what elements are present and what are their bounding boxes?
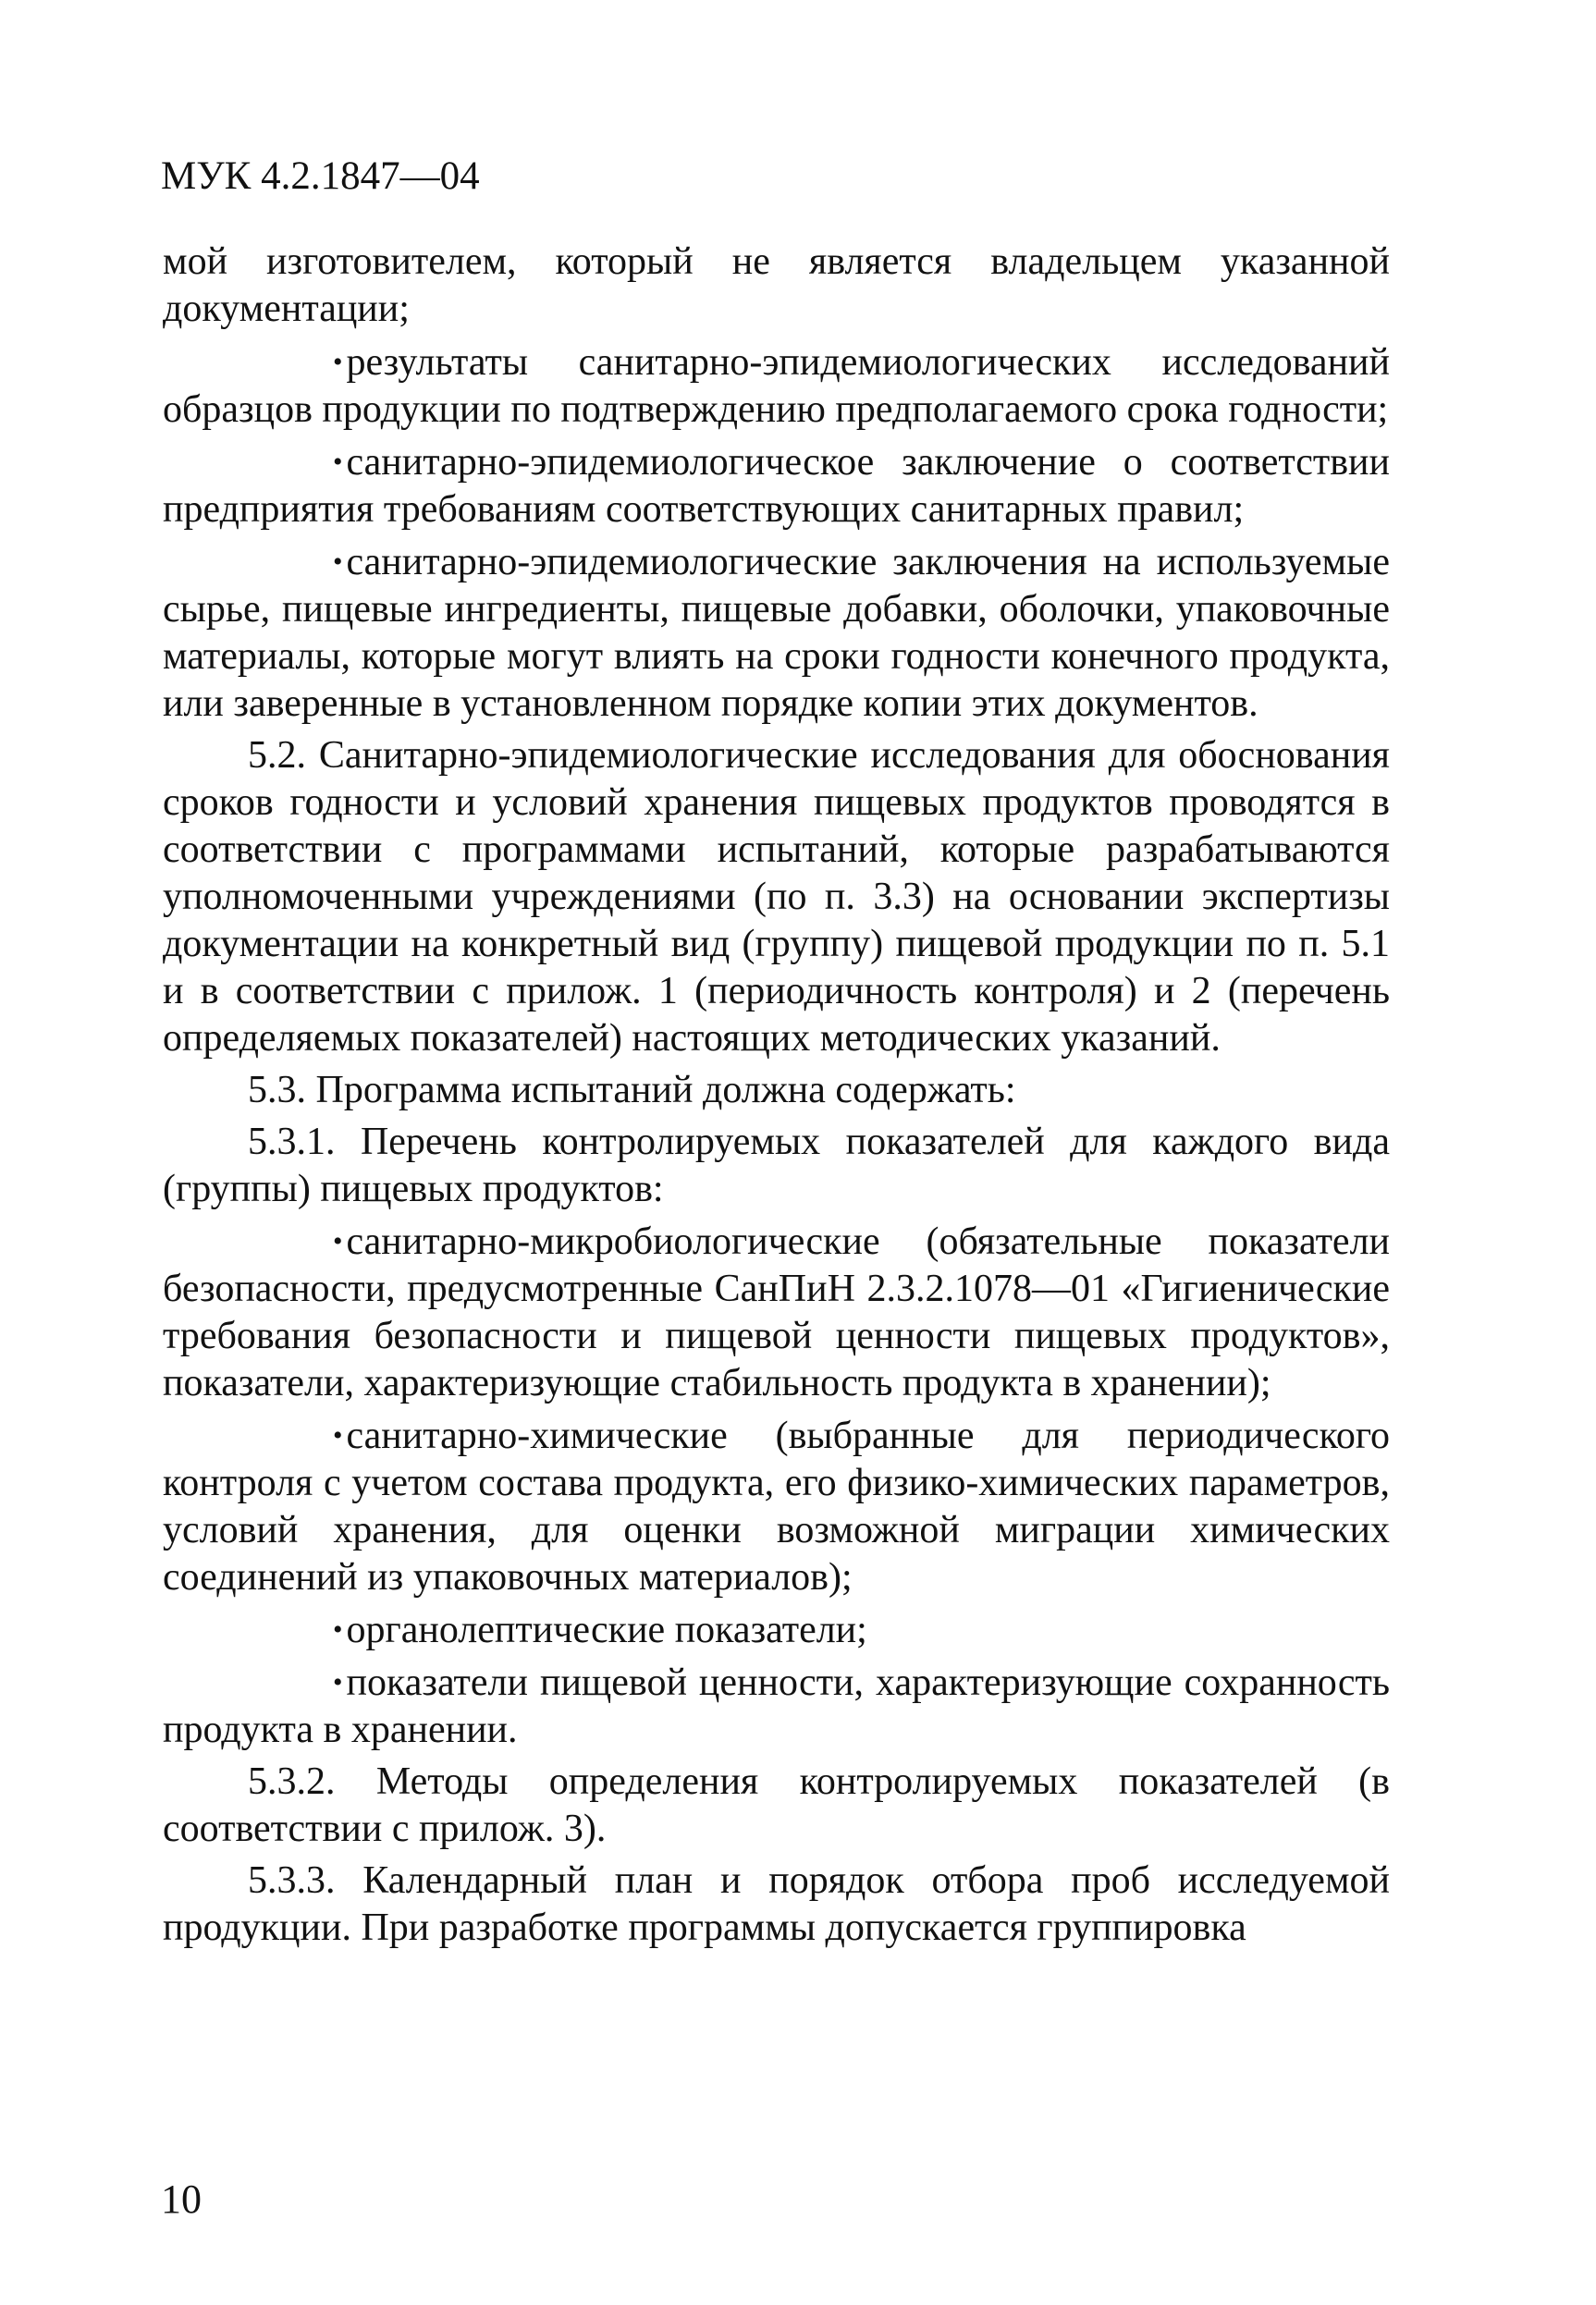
bullet-text: санитарно-микробиологические (обязательные показатели безопасности, предусмотренные СанПиН 2.3.2.1078—01 «Гигиенические требования безопасности и пищевой ценности пищевых продуктов», показатели, характеризующие стабильность продукта в хранении); (163, 1220, 1390, 1404)
bullet-icon: • (333, 1420, 343, 1451)
bullet-icon: • (333, 1667, 343, 1698)
bullet-text: показатели пищевой ценности, характеризующие сохранность продукта в хранении. (163, 1661, 1390, 1751)
bullet-text: санитарно-химические (выбранные для периодического контроля с учетом состава продукта, его физико-химических параметров, условий хранения, для оценки возможной миграции химических соединений из упаковочных материалов); (163, 1415, 1390, 1599)
paragraph-text: 5.3.1. Перечень контролируемых показателей для каждого вида (группы) пищевых продуктов: (163, 1121, 1390, 1210)
body-text (163, 239, 1390, 1952)
bullet-item (163, 538, 1390, 728)
bullet-text: санитарно-эпидемиологические заключения на используемые сырье, пищевые ингредиенты, пищевые добавки, оболочки, упаковочные материалы, которые могут влиять на сроки годности конечного продукта, или заверенные в установленном порядке копии этих документов. (163, 541, 1390, 725)
bullet-icon: • (333, 447, 343, 477)
document-code-header: МУК 4.2.1847—04 (161, 154, 480, 198)
paragraph-text: 5.3.2. Методы определения контролируемых показателей (в соответствии с прилож. 3). (163, 1760, 1390, 1850)
bullet-item (163, 1606, 1390, 1654)
paragraph-text: 5.2. Санитарно-эпидемиологические исследования для обоснования сроков годности и условий хранения пищевых продуктов проводятся в соответствии с программами испытаний, которые разрабатываются уполномоченными учреждениями (по п. 3.3) на основании экспертизы документации на конкретный вид (группу) пищевой продукции по п. 5.1 и в соответствии с прилож. 1 (периодичность контроля) и 2 (перечень определяемых показателей) настоящих методических указаний. (163, 734, 1390, 1060)
bullet-item (163, 1412, 1390, 1601)
page-number: 10 (161, 2176, 202, 2222)
bullet-item (163, 1218, 1390, 1407)
bullet-item (163, 438, 1390, 533)
paragraph-5-3 (163, 1067, 1390, 1114)
bullet-icon: • (333, 546, 343, 577)
bullet-text: органолептические показатели; (346, 1609, 867, 1651)
paragraph-5-3-1 (163, 1119, 1390, 1213)
bullet-item (163, 1659, 1390, 1754)
paragraph-5-3-2 (163, 1759, 1390, 1853)
paragraph-5-3-3 (163, 1857, 1390, 1952)
paragraph-text: 5.3.3. Календарный план и порядок отбора проб исследуемой продукции. При разработке программы допускается группировка (163, 1859, 1390, 1949)
paragraph-text: 5.3. Программа испытаний должна содержать: (248, 1069, 1016, 1111)
bullet-icon: • (333, 347, 343, 377)
bullet-text: санитарно-эпидемиологическое заключение о соответствии предприятия требованиям соответствующих санитарных правил; (163, 441, 1390, 531)
bullet-item (163, 338, 1390, 434)
bullet-text: результаты санитарно-эпидемиологических исследований образцов продукции по подтверждению предполагаемого срока годности; (163, 341, 1390, 431)
paragraph-continuation (163, 239, 1390, 333)
paragraph-text: мой изготовителем, который не является владельцем указанной документации; (163, 240, 1390, 330)
bullet-icon: • (333, 1614, 343, 1645)
bullet-icon: • (333, 1226, 343, 1257)
paragraph-5-2 (163, 732, 1390, 1062)
